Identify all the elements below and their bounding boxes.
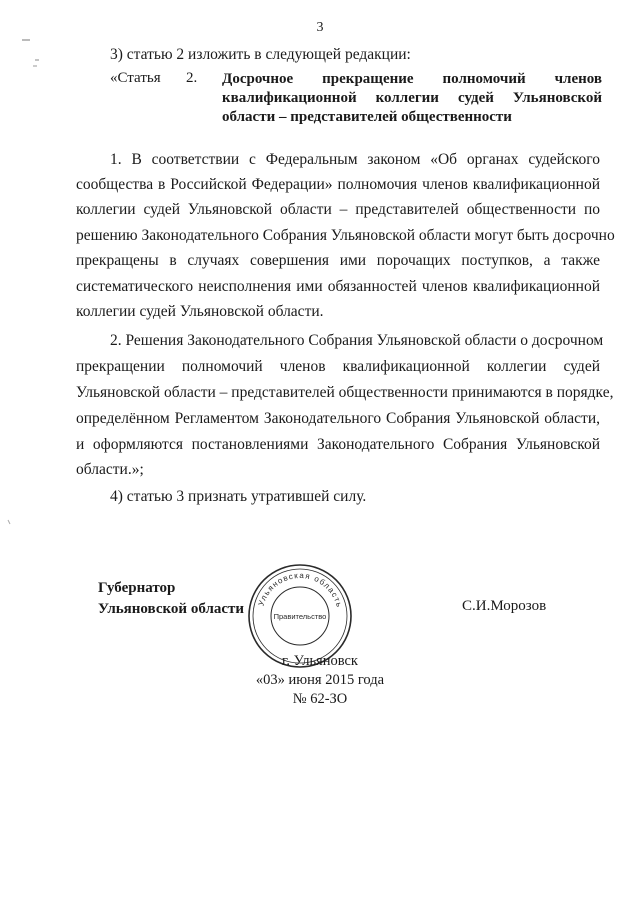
page-number: 3 bbox=[316, 20, 324, 35]
paragraph-line: прекращении полномочий членов квалификационной коллегии судей bbox=[76, 358, 600, 375]
issue-place: г. Ульяновск bbox=[282, 653, 358, 669]
paragraph-line: и оформляются постановлениями Законодательного Собрания Ульяновской bbox=[76, 436, 600, 453]
item-3-text: 3) статью 2 изложить в следующей редакции: bbox=[110, 46, 411, 63]
paragraph-line: коллегии судей Ульяновской области – представителей общественности по bbox=[76, 201, 600, 218]
paragraph-line: Ульяновской области – представителей общественности принимаются в порядке, bbox=[76, 384, 614, 401]
paragraph-line: 2. Решения Законодательного Собрания Ульяновской области о досрочном bbox=[110, 332, 604, 349]
law-number: № 62-ЗО bbox=[292, 691, 348, 707]
seal-ring-text: Ульяновская область bbox=[256, 570, 345, 609]
position-line: Ульяновской области bbox=[98, 601, 245, 617]
seal-center-text: Правительство bbox=[273, 612, 327, 621]
paragraph-line: области.»; bbox=[76, 461, 144, 478]
article-number: 2. bbox=[186, 70, 198, 86]
signatory-name: С.И.Морозов bbox=[462, 598, 547, 614]
paragraph-line: систематического неисполнения ими обязанностей членов квалификационной bbox=[76, 278, 600, 295]
paragraph-line: коллегии судей Ульяновской области. bbox=[76, 303, 324, 320]
paragraph-line: 1. В соответствии с Федеральным законом «Об органах судейского bbox=[110, 151, 600, 168]
position-line: Губернатор bbox=[98, 580, 176, 596]
article-title-line: области – представителей общественности bbox=[222, 109, 512, 125]
article-label: «Статья bbox=[110, 70, 161, 86]
issue-date: «03» июня 2015 года bbox=[255, 672, 385, 688]
paragraph-line: сообщества в Российской Федерации» полномочия членов квалификационной bbox=[76, 176, 600, 193]
article-title-line: квалификационной коллегии судей Ульяновской bbox=[222, 90, 602, 106]
item-4-text: 4) статью 3 признать утратившей силу. bbox=[110, 488, 367, 505]
paragraph-line: прекращены в случаях совершения ими порочащих поступков, а также bbox=[76, 252, 600, 269]
article-title-line: Досрочное прекращение полномочий членов bbox=[222, 71, 602, 87]
paragraph-line: определённом Регламентом Законодательного Собрания Ульяновской области, bbox=[76, 410, 600, 427]
paragraph-line: решению Законодательного Собрания Ульяновской области могут быть досрочно bbox=[76, 227, 615, 244]
